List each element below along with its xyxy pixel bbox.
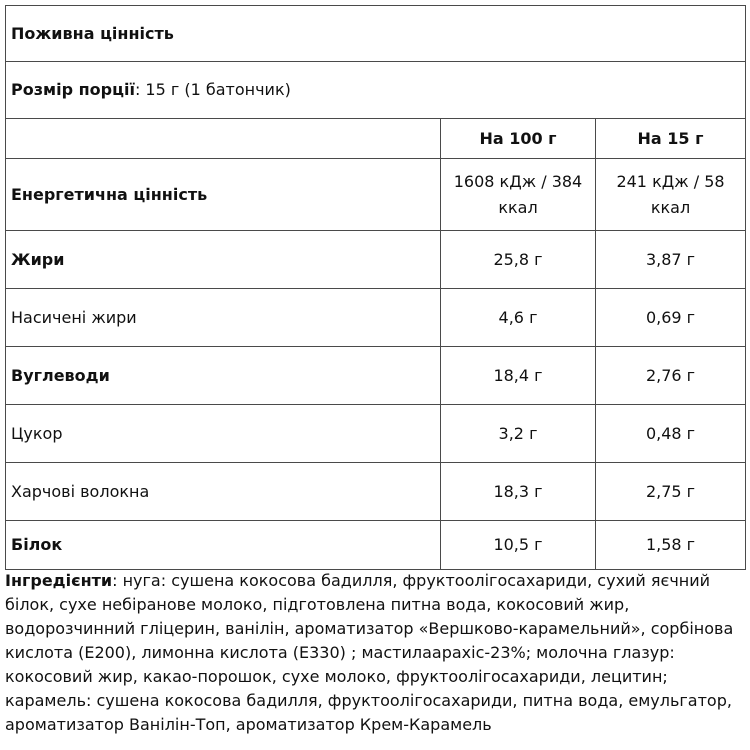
value-per-100g: 25,8 г [441,231,596,289]
value-per-15g: 0,48 г [596,405,746,463]
table-title: Поживна цінність [6,6,746,62]
serving-label: Розмір порції [11,80,135,99]
table-row [6,521,746,570]
table-row [6,231,746,289]
nutrient-name: Цукор [6,405,441,463]
value-per-100g: 18,4 г [441,347,596,405]
header-empty-cell [6,119,441,159]
nutrient-name: Білок [6,521,441,570]
value-per-15g: 1,58 г [596,521,746,570]
value-per-100g: 3,2 г [441,405,596,463]
serving-row [6,62,746,119]
value-per-100g: 1608 кДж / 384 ккал [441,159,596,231]
table-row [6,463,746,521]
value-per-100g: 10,5 г [441,521,596,570]
value-per-15g: 241 кДж / 58 ккал [596,159,746,231]
nutrition-table [5,5,746,570]
serving-value: : 15 г (1 батончик) [134,80,291,99]
header-row [6,119,746,159]
ingredients-label: Інгредієнти [5,571,113,590]
value-per-15g: 0,69 г [596,289,746,347]
value-per-15g: 2,76 г [596,347,746,405]
table-row [6,347,746,405]
nutrient-name: Насичені жири [6,289,441,347]
table-row [6,289,746,347]
header-per-15g: На 15 г [596,119,746,159]
serving-size-cell [6,62,746,119]
title-row [6,6,746,62]
value-per-15g: 2,75 г [596,463,746,521]
value-per-15g: 3,87 г [596,231,746,289]
ingredients-text [5,569,745,737]
nutrient-name: Енергетична цінність [6,159,441,231]
nutrient-name: Жири [6,231,441,289]
nutrient-name: Вуглеводи [6,347,441,405]
value-per-100g: 4,6 г [441,289,596,347]
table-row [6,405,746,463]
nutrient-name: Харчові волокна [6,463,441,521]
ingredients-list: : нуга: сушена кокосова бадилля, фруктоолігосахариди, сухий яєчний білок, сухе небіранове молоко, підготовлена питна вода, кокосовий жир, водорозчинний гліцерин, ванілін, ароматизатор «Вершково-карамельний», сорбінова кислота (Е200), лимонна кислота (Е330) ; мастилаарахіс-23%; молочна глазур: кокосовий жир, какао-порошок, сухе молоко, фруктоолігосахариди, лецитин; карамель: сушена кокосова бадилля, фруктоолігосахариди, питна вода, емульгатор, ароматизатор Ванілін-Топ, ароматизатор Крем-Карамель [5,571,734,734]
table-row [6,159,746,231]
header-per-100g: На 100 г [441,119,596,159]
value-per-100g: 18,3 г [441,463,596,521]
